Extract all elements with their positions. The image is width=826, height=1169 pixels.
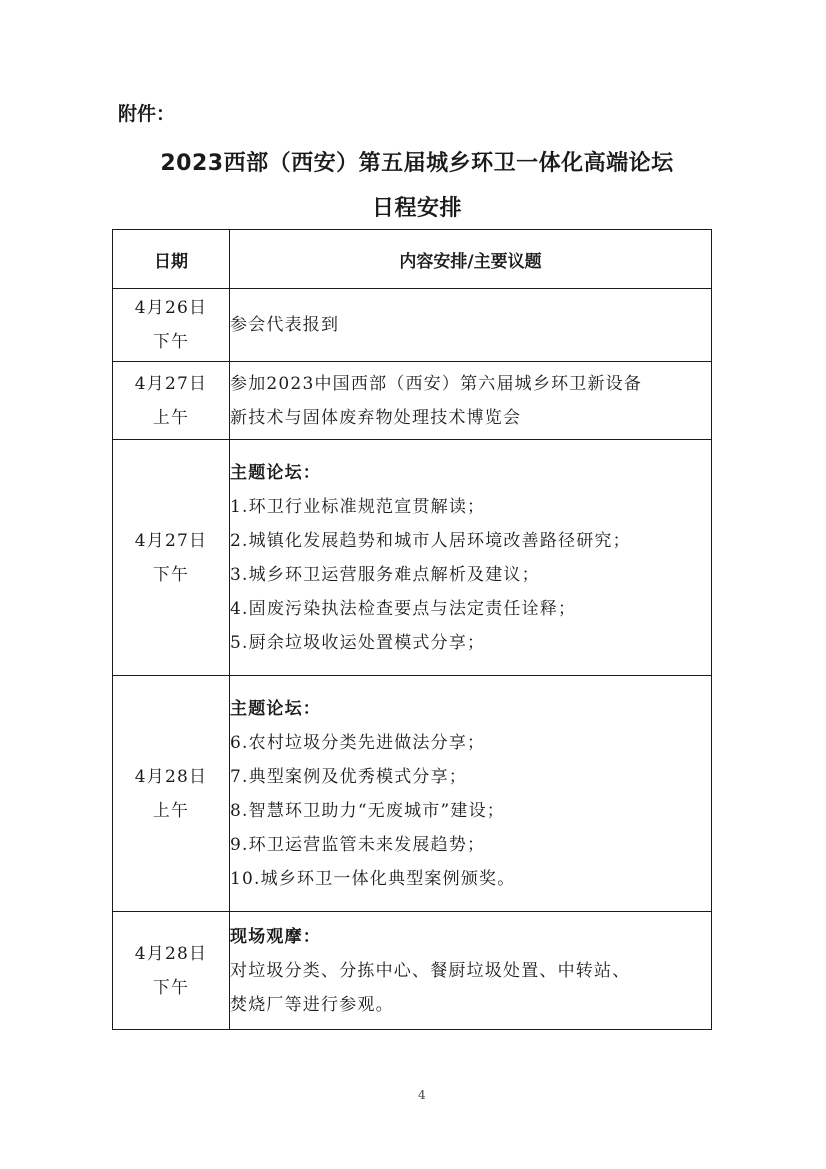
content-line: 10.城乡环卫一体化典型案例颁奖。 <box>230 868 516 889</box>
table-row <box>113 676 712 912</box>
content-cell <box>230 440 712 676</box>
document-title: 2023西部（西安）第五届城乡环卫一体化高端论坛 <box>160 151 674 176</box>
period-text: 上午 <box>152 407 190 428</box>
table-row <box>113 289 712 362</box>
date-cell <box>113 362 230 440</box>
date-cell <box>113 289 230 362</box>
content-line: 焚烧厂等进行参观。 <box>230 994 394 1015</box>
table-row <box>113 440 712 676</box>
header-content: 内容安排/主要议题 <box>230 230 712 289</box>
attachment-label: 附件： <box>118 103 176 125</box>
content-cell <box>230 676 712 912</box>
period-text: 下午 <box>152 332 190 352</box>
date-text: 4月27日 <box>134 373 208 394</box>
date-text: 4月28日 <box>134 943 208 964</box>
date-text: 4月27日 <box>134 530 208 551</box>
content-line: 6.农村垃圾分类先进做法分享； <box>230 732 486 753</box>
content-line: 8.智慧环卫助力“无废城市”建设； <box>230 800 506 821</box>
date-cell <box>113 440 230 676</box>
content-cell <box>230 362 712 440</box>
schedule-table <box>112 229 712 1030</box>
document-subtitle: 日程安排 <box>371 196 462 221</box>
section-heading: 主题论坛： <box>230 462 321 483</box>
date-cell <box>113 676 230 912</box>
content-line: 1.环卫行业标准规范宣贯解读； <box>230 496 486 517</box>
period-text: 下午 <box>152 977 190 998</box>
page-number: 4 <box>418 1088 426 1102</box>
content-line: 对垃圾分类、分拣中心、餐厨垃圾处置、中转站、 <box>230 960 631 981</box>
table-header-row <box>113 230 712 289</box>
content-line: 3.城乡环卫运营服务难点解析及建议； <box>230 564 540 585</box>
content-line: 2.城镇化发展趋势和城市人居环境改善路径研究； <box>230 530 631 551</box>
content-line: 7.典型案例及优秀模式分享； <box>230 766 468 787</box>
table-row <box>113 362 712 440</box>
content-line: 新技术与固体废弃物处理技术博览会 <box>230 407 522 428</box>
content-line: 9.环卫运营监管未来发展趋势； <box>230 834 486 855</box>
section-heading: 现场观摩： <box>230 926 321 947</box>
date-text: 4月26日 <box>134 298 208 318</box>
table-row <box>113 912 712 1030</box>
content-line: 4.固废污染执法检查要点与法定责任诠释； <box>230 598 577 619</box>
content-line: 参加2023中国西部（西安）第六届城乡环卫新设备 <box>230 373 643 394</box>
period-text: 下午 <box>152 564 190 585</box>
date-cell <box>113 912 230 1030</box>
content-line: 5.厨余垃圾收运处置模式分享； <box>230 632 486 653</box>
period-text: 上午 <box>152 800 190 821</box>
content-cell <box>230 912 712 1030</box>
header-date: 日期 <box>113 230 230 289</box>
date-text: 4月28日 <box>134 766 208 787</box>
section-heading: 主题论坛： <box>230 698 321 719</box>
content-line: 参会代表报到 <box>230 315 340 335</box>
content-cell <box>230 289 712 362</box>
